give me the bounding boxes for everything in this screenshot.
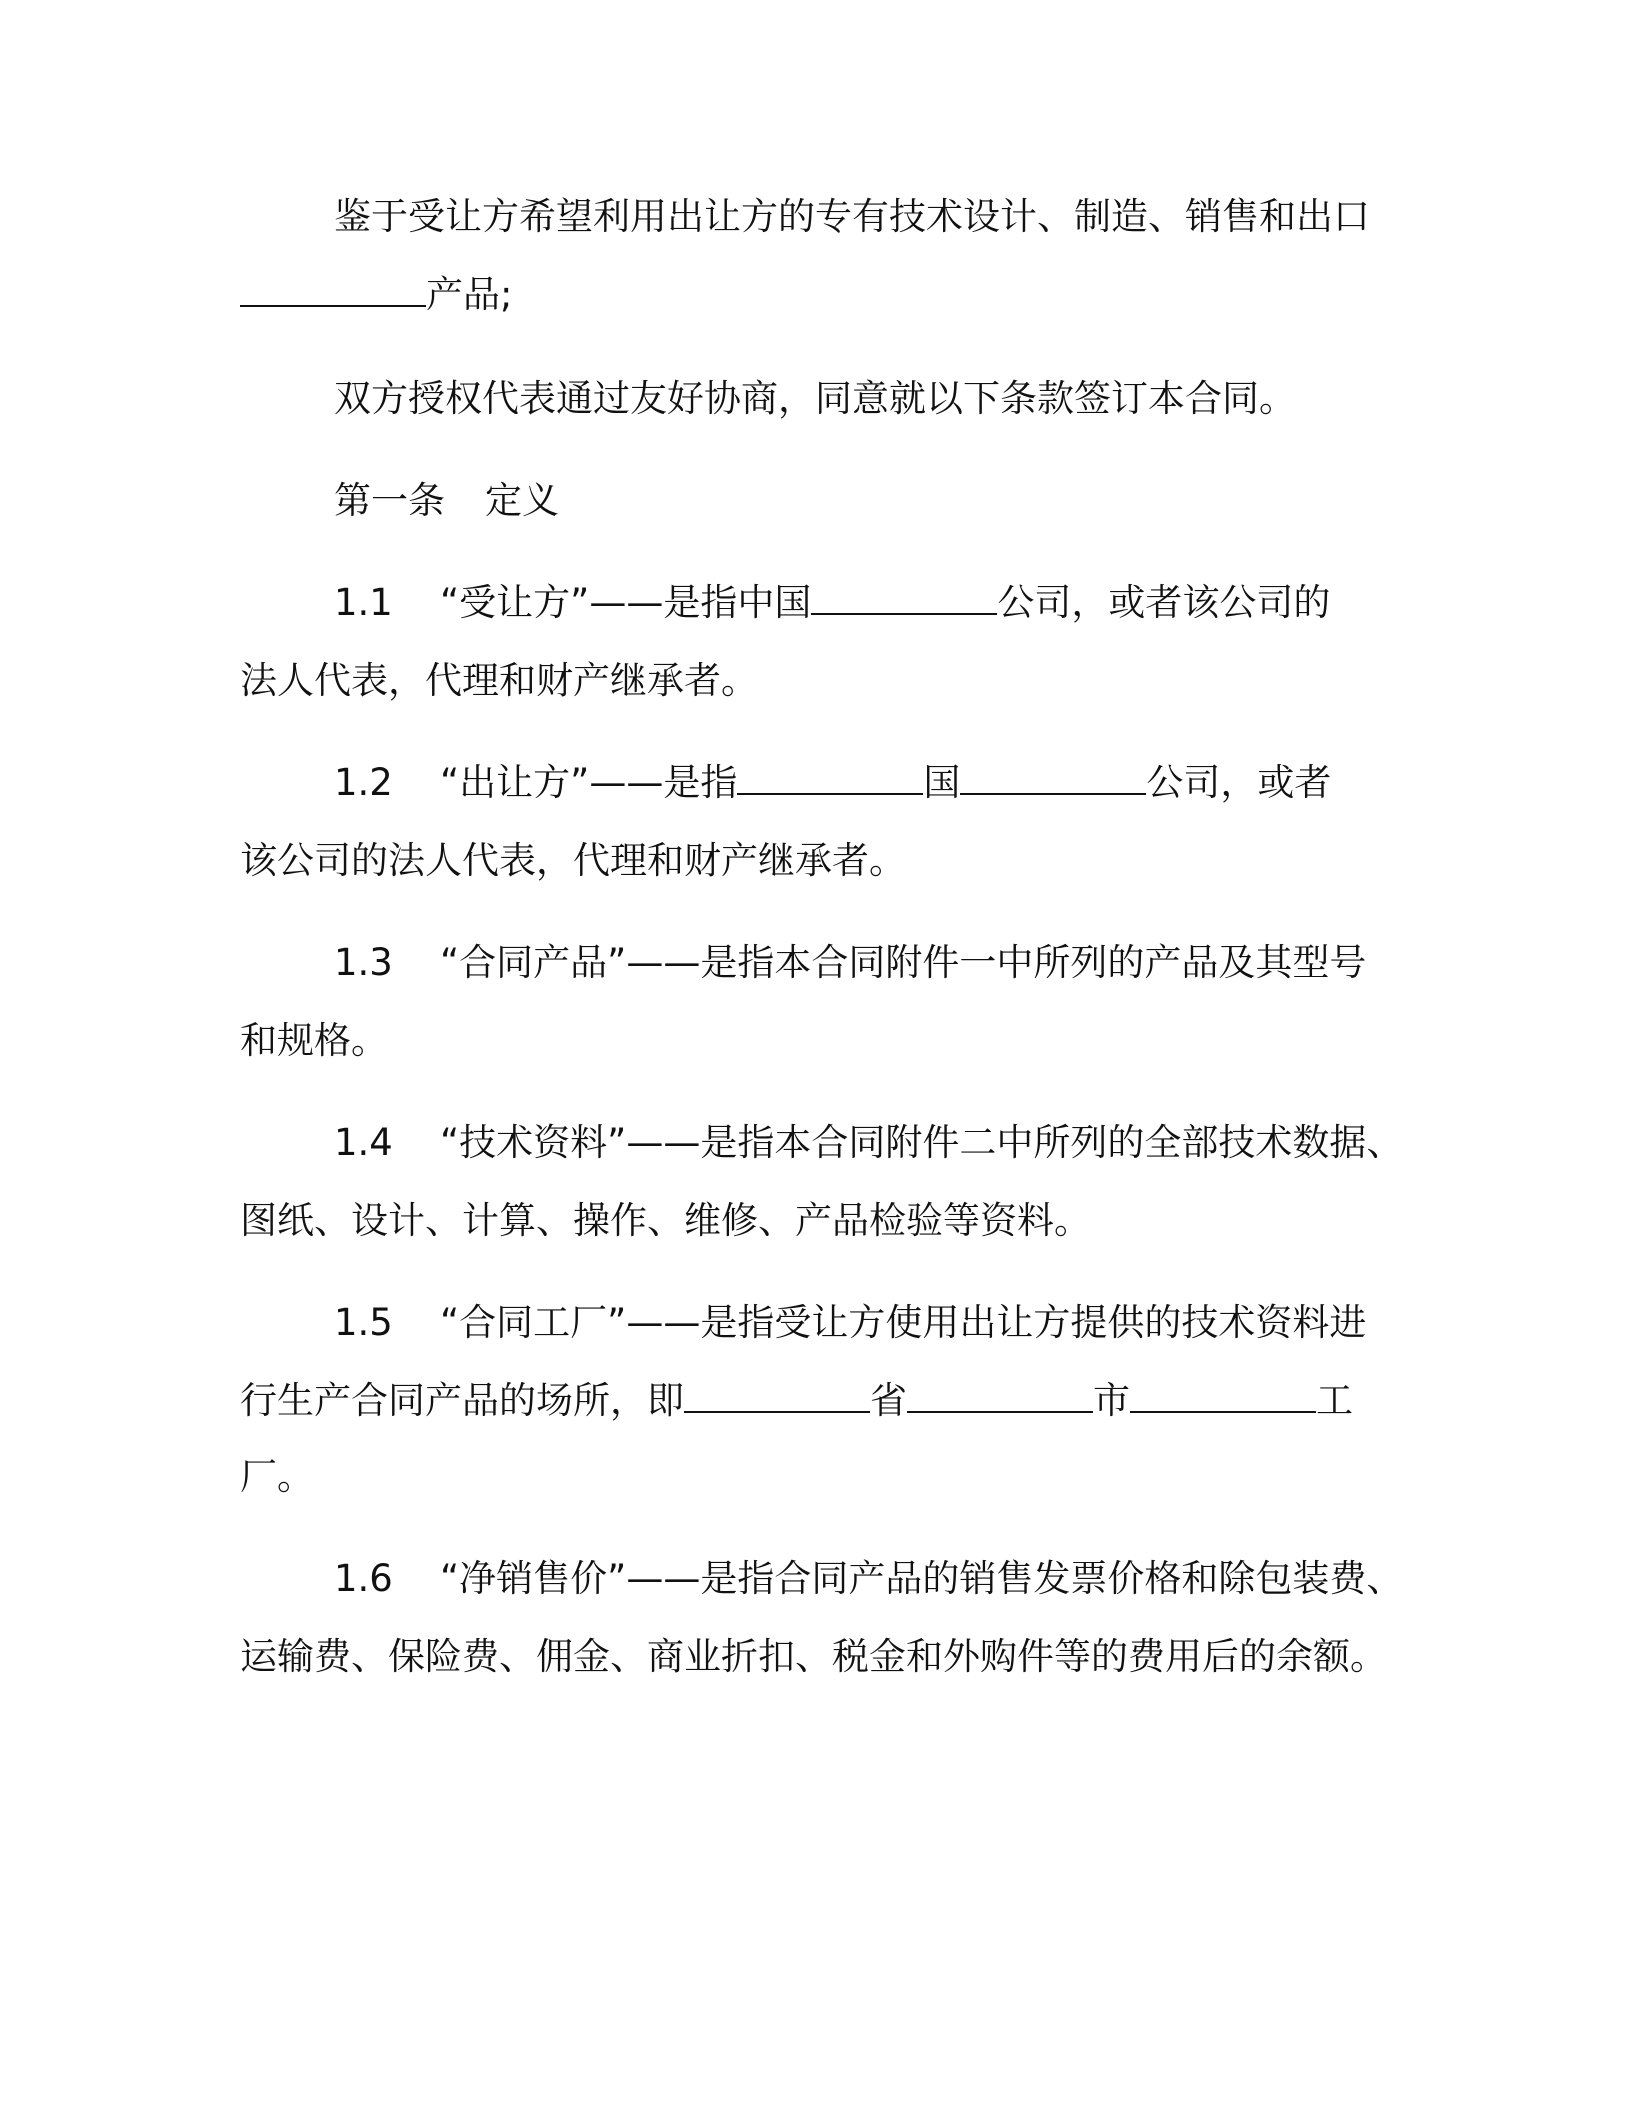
clause-text: 运输费、保险费、佣金、商业折扣、税金和外购件等的费用后的余额。 bbox=[240, 1635, 1387, 1678]
clause-number: 1.3 bbox=[334, 941, 393, 984]
clause-text: 法人代表，代理和财产继承者。 bbox=[240, 659, 758, 702]
clause-text: 省 bbox=[870, 1379, 907, 1422]
clause-text: “受让方”——是指中国 bbox=[440, 581, 812, 624]
clause-1-5-line-2 bbox=[240, 1374, 1353, 1428]
clause-text: “净销售价”——是指合同产品的销售发票价格和除包装费、 bbox=[440, 1557, 1404, 1600]
blank-company-field[interactable] bbox=[811, 577, 997, 615]
preamble-text: 鉴于受让方希望利用出让方的专有技术设计、制造、销售和出口 bbox=[334, 195, 1370, 238]
clause-1-2-line-2 bbox=[240, 834, 906, 888]
blank-product-field[interactable] bbox=[240, 269, 426, 307]
clause-text: 和规格。 bbox=[240, 1019, 388, 1062]
blank-province-field[interactable] bbox=[684, 1375, 870, 1413]
clause-1-5-line-1 bbox=[334, 1296, 1366, 1350]
blank-factory-field[interactable] bbox=[1130, 1375, 1316, 1413]
article-title: 定义 bbox=[485, 479, 559, 522]
clause-number: 1.2 bbox=[334, 761, 393, 804]
clause-text: “出让方”——是指 bbox=[440, 761, 738, 804]
clause-text: “合同产品”——是指本合同附件一中所列的产品及其型号 bbox=[440, 941, 1367, 984]
clause-1-2-line-1 bbox=[334, 756, 1331, 810]
article-number: 第一条 bbox=[334, 479, 445, 522]
clause-text: “技术资料”——是指本合同附件二中所列的全部技术数据、 bbox=[440, 1121, 1404, 1164]
clause-1-6-line-2 bbox=[240, 1630, 1387, 1684]
clause-1-4-line-1 bbox=[334, 1116, 1403, 1170]
preamble-suffix: 产品; bbox=[426, 273, 513, 316]
clause-text: 行生产合同产品的场所，即 bbox=[240, 1379, 684, 1422]
clause-text: 公司，或者 bbox=[1146, 761, 1332, 804]
clause-text: 市 bbox=[1093, 1379, 1130, 1422]
clause-number: 1.1 bbox=[334, 581, 393, 624]
blank-city-field[interactable] bbox=[907, 1375, 1093, 1413]
clause-1-1-line-2 bbox=[240, 654, 758, 708]
clause-number: 1.4 bbox=[334, 1121, 393, 1164]
agreement-line bbox=[334, 372, 1296, 426]
clause-text: 工 bbox=[1316, 1379, 1353, 1422]
preamble-line-1 bbox=[334, 190, 1370, 244]
clause-text: “合同工厂”——是指受让方使用出让方提供的技术资料进 bbox=[440, 1301, 1367, 1344]
clause-1-5-line-3 bbox=[240, 1450, 314, 1504]
clause-text: 图纸、设计、计算、操作、维修、产品检验等资料。 bbox=[240, 1199, 1091, 1242]
clause-1-4-line-2 bbox=[240, 1194, 1091, 1248]
preamble-line-2 bbox=[240, 268, 512, 322]
blank-company-field[interactable] bbox=[960, 757, 1146, 795]
clause-text: 厂。 bbox=[240, 1455, 314, 1498]
agreement-text: 双方授权代表通过友好协商，同意就以下条款签订本合同。 bbox=[334, 377, 1296, 420]
clause-number: 1.5 bbox=[334, 1301, 393, 1344]
clause-text: 国 bbox=[923, 761, 961, 804]
clause-text: 该公司的法人代表，代理和财产继承者。 bbox=[240, 839, 906, 882]
clause-1-6-line-1 bbox=[334, 1552, 1403, 1606]
clause-number: 1.6 bbox=[334, 1557, 393, 1600]
clause-text: 公司，或者该公司的 bbox=[997, 581, 1331, 624]
clause-1-3-line-2 bbox=[240, 1014, 388, 1068]
article-heading bbox=[334, 474, 559, 528]
clause-1-1-line-1 bbox=[334, 576, 1330, 630]
clause-1-3-line-1 bbox=[334, 936, 1366, 990]
blank-country-field[interactable] bbox=[737, 757, 923, 795]
